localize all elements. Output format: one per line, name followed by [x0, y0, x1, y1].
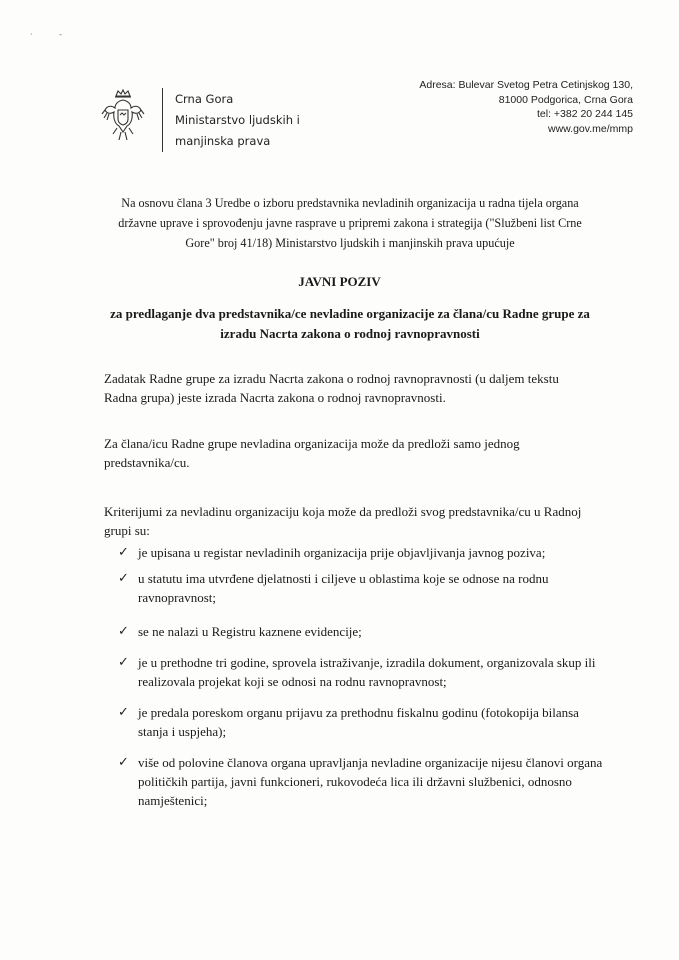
check-icon: ✓	[118, 571, 129, 586]
criteria-item	[118, 753, 608, 810]
address-line: Adresa: Bulevar Svetog Petra Cetinjskog 130,	[419, 79, 633, 91]
scan-specks: · -	[30, 30, 74, 39]
criteria-item	[118, 703, 608, 741]
criteria-text: više od polovine članova organa upravljanja nevladine organizacije nijesu članovi organa političkih partija, javni funkcioneri, rukovodeća lica ili državni službenici, odnosno namještenici;	[138, 755, 603, 808]
ministry-line-3: manjinska prava	[175, 134, 271, 148]
ministry-name	[175, 89, 300, 152]
ministry-address	[419, 78, 633, 136]
ministry-line-2: Ministarstvo ljudskih i	[175, 113, 300, 127]
address-city: 81000 Podgorica, Crna Gora	[498, 93, 633, 106]
criteria-item	[118, 543, 608, 562]
check-icon: ✓	[118, 755, 129, 770]
criteria-text: je u prethodne tri godine, sprovela istraživanje, izradila dokument, organizovala skup ili realizovala projekat koji se odnosi na rodnu ravnopravnost;	[138, 655, 596, 689]
document-subtitle: za predlaganje dva predstavnika/ce nevladine organizacije za člana/cu Radne grupe za izradu Nacrta zakona o rodnoj ravnopravnosti	[110, 306, 590, 341]
document-title: JAVNI POZIV	[298, 274, 381, 289]
coat-of-arms-icon	[101, 88, 145, 152]
criteria-intro: Kriterijumi za nevladinu organizaciju koja može da predloži svog predstavnika/cu u Radnoj grupi su:	[104, 504, 582, 538]
criteria-list	[118, 543, 608, 810]
criteria-item	[118, 622, 608, 641]
header-divider	[162, 88, 163, 152]
criteria-text: je upisana u registar nevladinih organizacija prije objavljivanja javnog poziva;	[138, 545, 546, 560]
address-phone: tel: +382 20 244 145	[536, 108, 633, 120]
criteria-text: je predala poreskom organu prijavu za prethodnu fiskalnu godinu (fotokopija bilansa stanja i uspjeha);	[138, 705, 579, 739]
check-icon: ✓	[118, 705, 129, 720]
check-icon: ✓	[118, 545, 129, 560]
address-website: www.gov.me/mmp	[548, 122, 633, 135]
check-icon: ✓	[118, 655, 129, 670]
task-paragraph: Zadatak Radne grupe za izradu Nacrta zakona o rodnoj ravnopravnosti (u daljem tekstu Radna grupa) jeste izrada Nacrta zakona o rodnoj ravnopravnosti.	[104, 371, 559, 405]
criteria-text: u statutu ima utvrđene djelatnosti i ciljeve u oblastima koje se odnose na rodnu ravnopravnost;	[138, 571, 549, 605]
criteria-item	[118, 653, 608, 691]
nomination-paragraph: Za člana/icu Radne grupe nevladina organizacija može da predloži samo jednog predstavnika/cu.	[104, 436, 520, 470]
ministry-line-1: Crna Gora	[175, 92, 234, 106]
check-icon: ✓	[118, 624, 129, 639]
intro-paragraph: Na osnovu člana 3 Uredbe o izboru predstavnika nevladinih organizacija u radna tijela organa državne uprave i sprovođenju javne rasprave u pripremi zakona i strategija ("Službeni list Crne Gore" broj 41/18) Ministarstvo ljudskih i manjinskih prava upućuje	[118, 196, 582, 250]
criteria-text: se ne nalazi u Registru kaznene evidencije;	[138, 624, 362, 639]
criteria-item	[118, 569, 608, 607]
